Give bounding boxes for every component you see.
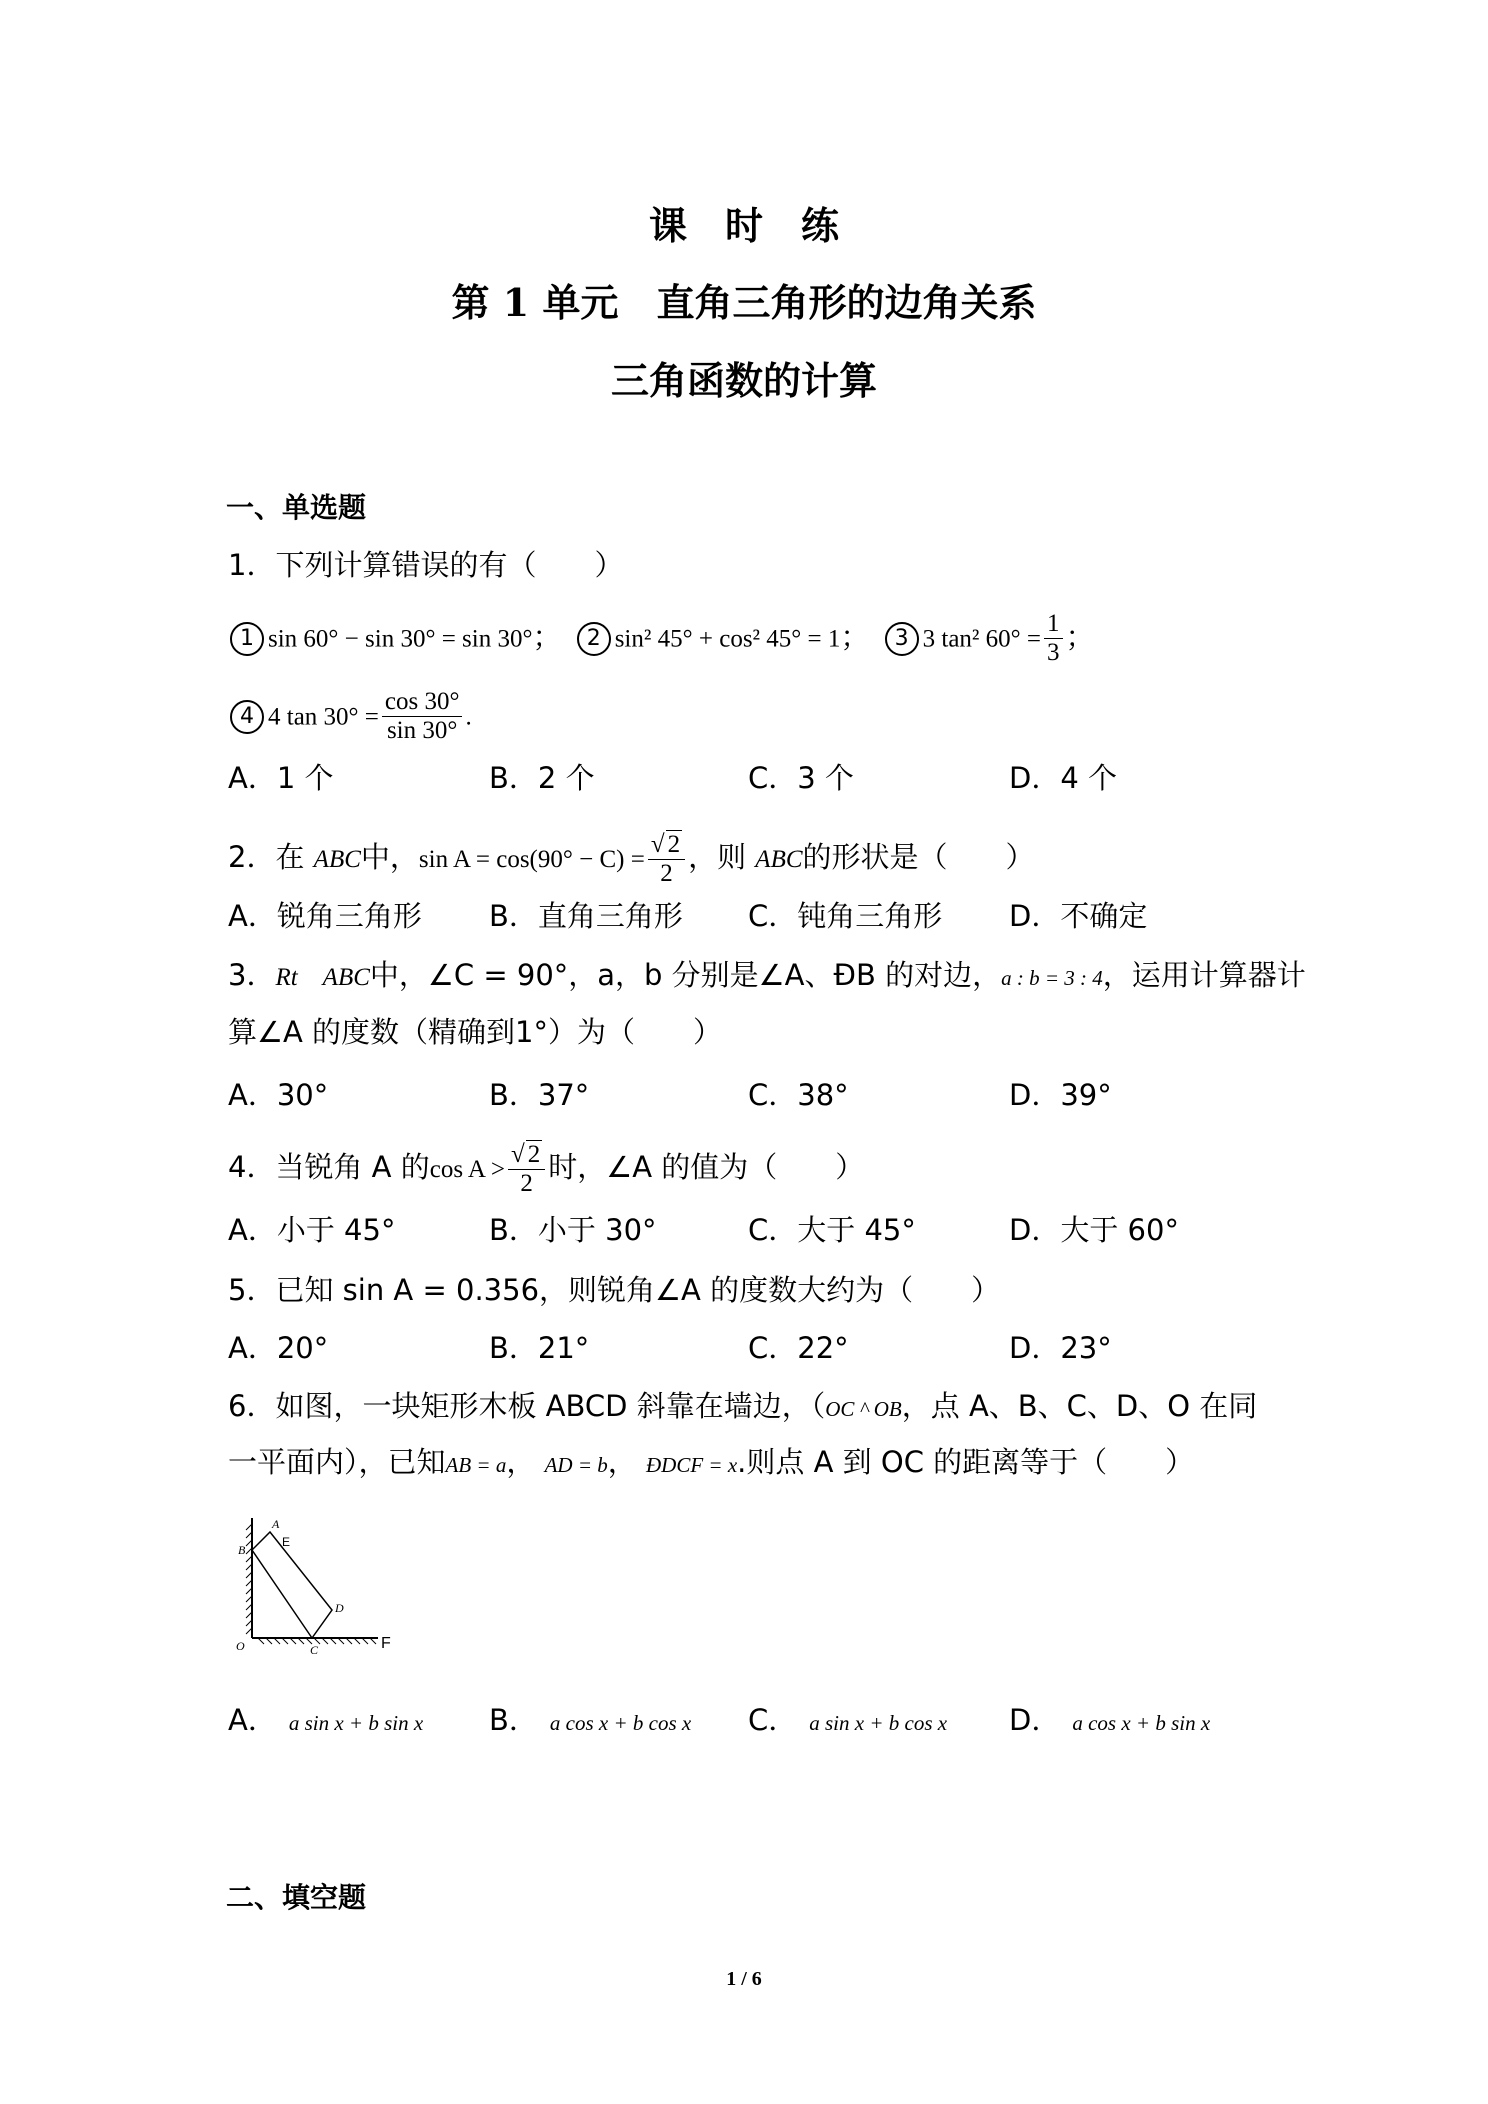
question-1-items-row2 (230, 688, 472, 745)
option-expression: a cos x + b cos x (549, 1711, 692, 1735)
q3-option-c[interactable]: C．38° (748, 1078, 849, 1112)
option-letter: C． (748, 1703, 798, 1737)
fraction-denominator: 2 (660, 860, 673, 887)
q5-option-a[interactable]: A．20° (228, 1331, 329, 1365)
q2-post: 的形状是（ ） (802, 840, 1035, 874)
q6-text: 6．如图，一块矩形木板 ABCD 斜靠在墙边，（ (228, 1389, 826, 1423)
page-title: 课 时 练 (648, 203, 839, 248)
q1-option-b[interactable]: B．2 个 (489, 761, 595, 795)
period: . (465, 703, 472, 731)
question-1-stem: 1．下列计算错误的有（ ） (228, 548, 624, 582)
q4-option-b[interactable]: B．小于 30° (489, 1213, 657, 1247)
rectangle-board-figure (228, 1510, 408, 1660)
q3-option-d[interactable]: D．39° (1009, 1078, 1112, 1112)
q6-option-c[interactable] (748, 1700, 947, 1743)
label-o: O (236, 1639, 245, 1653)
triangle-name: ABC (755, 846, 803, 873)
section-heading-single-choice: 一、单选题 (226, 491, 367, 524)
q6-option-b[interactable] (489, 1700, 691, 1743)
q4-option-d[interactable]: D．大于 60° (1009, 1213, 1179, 1247)
label-d: D (335, 1601, 344, 1615)
q5-option-c[interactable]: C．22° (748, 1331, 849, 1365)
expr-2: sin² 45° + cos² 45° = 1 (614, 625, 841, 653)
q2-expression: sin A = cos(90° − C) = (418, 846, 645, 873)
label-c: C (310, 1643, 319, 1657)
q3-option-b[interactable]: B．37° (489, 1078, 590, 1112)
perpendicular-expression: OC ^ OB (825, 1397, 902, 1421)
q2-mid1: 中， (360, 840, 419, 874)
q3-text-end: ，运用计算器计 (1102, 958, 1306, 992)
q6-text-end: .则点 A 到 OC 的距离等于（ ） (737, 1445, 1195, 1479)
q4-option-a[interactable]: A．小于 45° (228, 1213, 396, 1247)
page-number: 1 / 6 (726, 1968, 762, 1990)
q6-text: 一平面内），已知 (228, 1445, 446, 1479)
option-letter: D． (1009, 1703, 1061, 1737)
label-f: F (381, 1635, 391, 1652)
q4-pre: 4．当锐角 A 的 (228, 1150, 430, 1184)
question-1-items-row1 (230, 610, 1095, 667)
question-6-line2 (228, 1442, 1194, 1485)
q5-option-d[interactable]: D．23° (1009, 1331, 1112, 1365)
question-3-line2: 算∠A 的度数（精确到1°）为（ ） (228, 1015, 723, 1049)
q2-pre: 2．在 (228, 840, 305, 874)
q5-option-b[interactable]: B．21° (489, 1331, 590, 1365)
ad-expression: AD = b (544, 1453, 608, 1477)
option-letter: A． (228, 1703, 277, 1737)
q6-option-a[interactable] (228, 1700, 423, 1743)
option-expression: a sin x + b cos x (809, 1711, 948, 1735)
expr-1: sin 60° − sin 30° = sin 30° (268, 625, 533, 653)
question-6-line1 (228, 1386, 1257, 1429)
ab-expression: AB = a (445, 1453, 507, 1477)
q1-option-c[interactable]: C．3 个 (748, 761, 854, 795)
question-4-stem: 4．当锐角 A 的cos A > $\frac{√ 2}{2}$ 时，∠A 的值为（ ） (228, 1141, 865, 1197)
q1-option-a[interactable]: A．1 个 (228, 761, 334, 795)
item-number-3: 3 (885, 622, 919, 656)
sqrt-radicand: 2 (667, 831, 681, 858)
expr-3: 3 tan² 60° = (922, 625, 1042, 653)
label-a: A (272, 1517, 280, 1531)
label-e: E (282, 1535, 291, 1549)
q3-text: 中，∠C = 90°，a，b 分别是∠A、ÐB 的对边， (369, 958, 1002, 992)
separator: ； (840, 619, 870, 654)
ratio-expression: a : b = 3 : 4 (1001, 966, 1103, 990)
item-number-4: 4 (230, 700, 264, 734)
option-expression: a cos x + b sin x (1072, 1711, 1211, 1735)
unit-title: 第 1 单元 直角三角形的边角关系 (451, 280, 1037, 325)
q2-mid2: ，则 (688, 840, 747, 874)
q2-option-d[interactable]: D．不确定 (1009, 899, 1148, 933)
triangle-name: ABC (313, 846, 361, 873)
fraction-denominator: sin 30° (386, 717, 458, 744)
fraction-numerator: 1 (1044, 610, 1063, 639)
separator: ， (506, 1445, 536, 1479)
option-expression: a sin x + b sin x (288, 1711, 424, 1735)
rectangle-abcd (252, 1532, 332, 1638)
expr-4: 4 tan 30° = (268, 703, 379, 731)
q1-option-d[interactable]: D．4 个 (1009, 761, 1117, 795)
separator: ； (1065, 619, 1095, 654)
sqrt-radicand: 2 (527, 1141, 541, 1168)
question-5-stem: 5．已知 sin A = 0.356，则锐角∠A 的度数大约为（ ） (228, 1273, 1001, 1307)
question-2-stem: 2．在 ABC中，sin A = cos(90° − C) = $\frac{√ 2}{2}$ ，则 ABC的形状是（ ） (228, 831, 1035, 887)
item-number-2: 2 (577, 622, 611, 656)
q6-text-end: ，点 A、B、C、D、O 在同 (901, 1389, 1258, 1423)
fraction-numerator: cos 30° (382, 688, 463, 717)
right-triangle-name: Rt ABC (275, 964, 370, 991)
separator: ； (532, 619, 562, 654)
q4-option-c[interactable]: C．大于 45° (748, 1213, 916, 1247)
lesson-title: 三角函数的计算 (610, 358, 877, 403)
fraction-denominator: 2 (520, 1170, 533, 1197)
item-number-1: 1 (230, 622, 264, 656)
q3-option-a[interactable]: A．30° (228, 1078, 329, 1112)
question-3-line1 (228, 955, 1306, 998)
q2-option-a[interactable]: A．锐角三角形 (228, 899, 422, 933)
q4-expression: cos A > (429, 1156, 505, 1183)
q3-number: 3． (228, 958, 276, 992)
label-b: B (238, 1543, 246, 1557)
fraction-denominator: 3 (1047, 639, 1060, 666)
option-letter: B． (489, 1703, 538, 1737)
q6-option-d[interactable] (1009, 1700, 1210, 1743)
section-heading-fill-in: 二、填空题 (226, 1881, 367, 1914)
angle-expression: ÐDCF = x (645, 1453, 738, 1477)
q2-option-b[interactable]: B．直角三角形 (489, 899, 683, 933)
separator: ， (607, 1445, 637, 1479)
q4-post: 时，∠A 的值为（ ） (548, 1150, 865, 1184)
q2-option-c[interactable]: C．钝角三角形 (748, 899, 943, 933)
